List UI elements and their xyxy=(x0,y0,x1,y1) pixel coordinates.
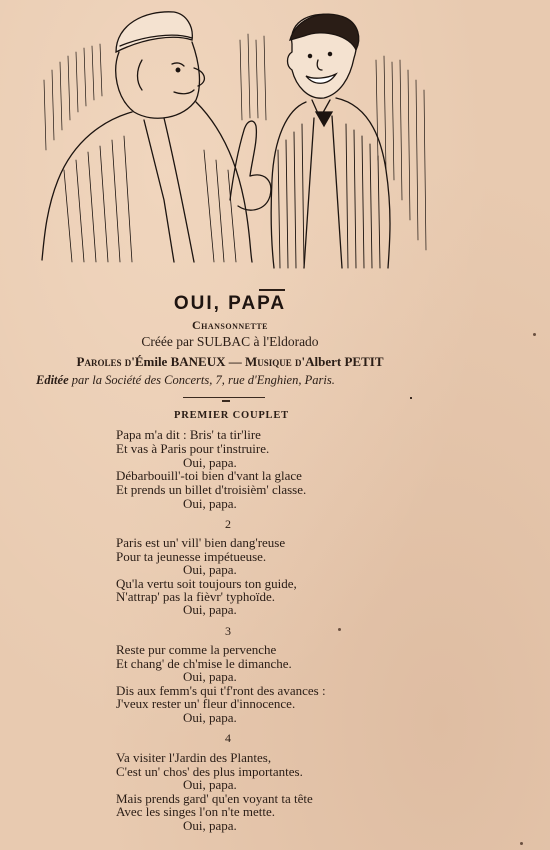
created-by-line: Créée par SULBAC à l'Eldorado xyxy=(141,334,319,349)
credits-line xyxy=(0,354,460,370)
ornament-divider-dot xyxy=(222,400,230,402)
illustration-father-and-son xyxy=(24,0,434,285)
lyric-line: Pour ta jeunesse impétueuse. xyxy=(116,549,267,564)
credits-separator: — xyxy=(225,354,245,369)
song-genre: Chansonnette xyxy=(191,318,268,332)
lyric-line: Et chang' de ch'mise le dimanche. xyxy=(116,656,292,671)
publisher-prefix: Editée xyxy=(36,373,69,387)
couplet-number: 2 xyxy=(225,517,231,531)
lyric-line: Débarbouill'-toi bien d'vant la glace xyxy=(116,468,302,483)
paper-speck xyxy=(338,628,341,631)
lyric-refrain: Oui, papa. xyxy=(183,777,237,792)
lyric-refrain: Oui, papa. xyxy=(183,818,237,833)
composer-name: Albert PETIT xyxy=(305,354,384,369)
lyric-line: Dis aux femm's qui t'f'ront des avances : xyxy=(116,683,326,698)
musique-label: Musique d' xyxy=(244,354,306,369)
couplet-number: 4 xyxy=(225,731,231,745)
paper-speck xyxy=(533,333,536,336)
ornament-divider xyxy=(183,397,265,398)
lyric-line: Reste pur comme la pervenche xyxy=(116,642,277,657)
lyric-refrain: Oui, papa. xyxy=(183,562,237,577)
lyric-refrain: Oui, papa. xyxy=(183,669,237,684)
title-ornament-bar xyxy=(259,289,285,291)
lyric-line: Avec les singes l'on n'te mette. xyxy=(116,804,275,819)
lyric-refrain: Oui, papa. xyxy=(183,710,237,725)
ornament-speck xyxy=(410,397,412,399)
publisher-line xyxy=(36,373,335,388)
publisher-details: par la Société des Concerts, 7, rue d'Enghien, Paris. xyxy=(68,373,335,387)
lyricist-name: Émile BANEUX xyxy=(134,354,226,369)
lyric-refrain: Oui, papa. xyxy=(183,602,237,617)
lyric-line: J'veux rester un' fleur d'innocence. xyxy=(116,696,296,711)
lyric-line: Qu'la vertu soit toujours ton guide, xyxy=(116,576,297,591)
lyric-line: Et prends un billet d'troisièm' classe. xyxy=(116,482,307,497)
lyric-line: Va visiter l'Jardin des Plantes, xyxy=(116,750,272,765)
couplet-heading: PREMIER COUPLET xyxy=(174,410,289,421)
lyric-refrain: Oui, papa. xyxy=(183,496,237,511)
lyric-line: Mais prends gard' qu'en voyant ta tête xyxy=(116,791,313,806)
lyric-refrain: Oui, papa. xyxy=(183,455,237,470)
lyric-line: Paris est un' vill' bien dang'reuse xyxy=(116,535,286,550)
lyric-line: Et vas à Paris pour t'instruire. xyxy=(116,441,270,456)
lyric-line: N'attrap' pas la fièvr' typhoïde. xyxy=(116,589,276,604)
couplet-number: 3 xyxy=(225,624,231,638)
paper-speck xyxy=(520,842,523,845)
paroles-label: Paroles d' xyxy=(76,354,135,369)
song-title: OUI, PAPA xyxy=(173,293,287,314)
lyric-line: C'est un' chos' des plus importantes. xyxy=(116,764,303,779)
lyric-line: Papa m'a dit : Bris' ta tir'lire xyxy=(116,427,261,442)
